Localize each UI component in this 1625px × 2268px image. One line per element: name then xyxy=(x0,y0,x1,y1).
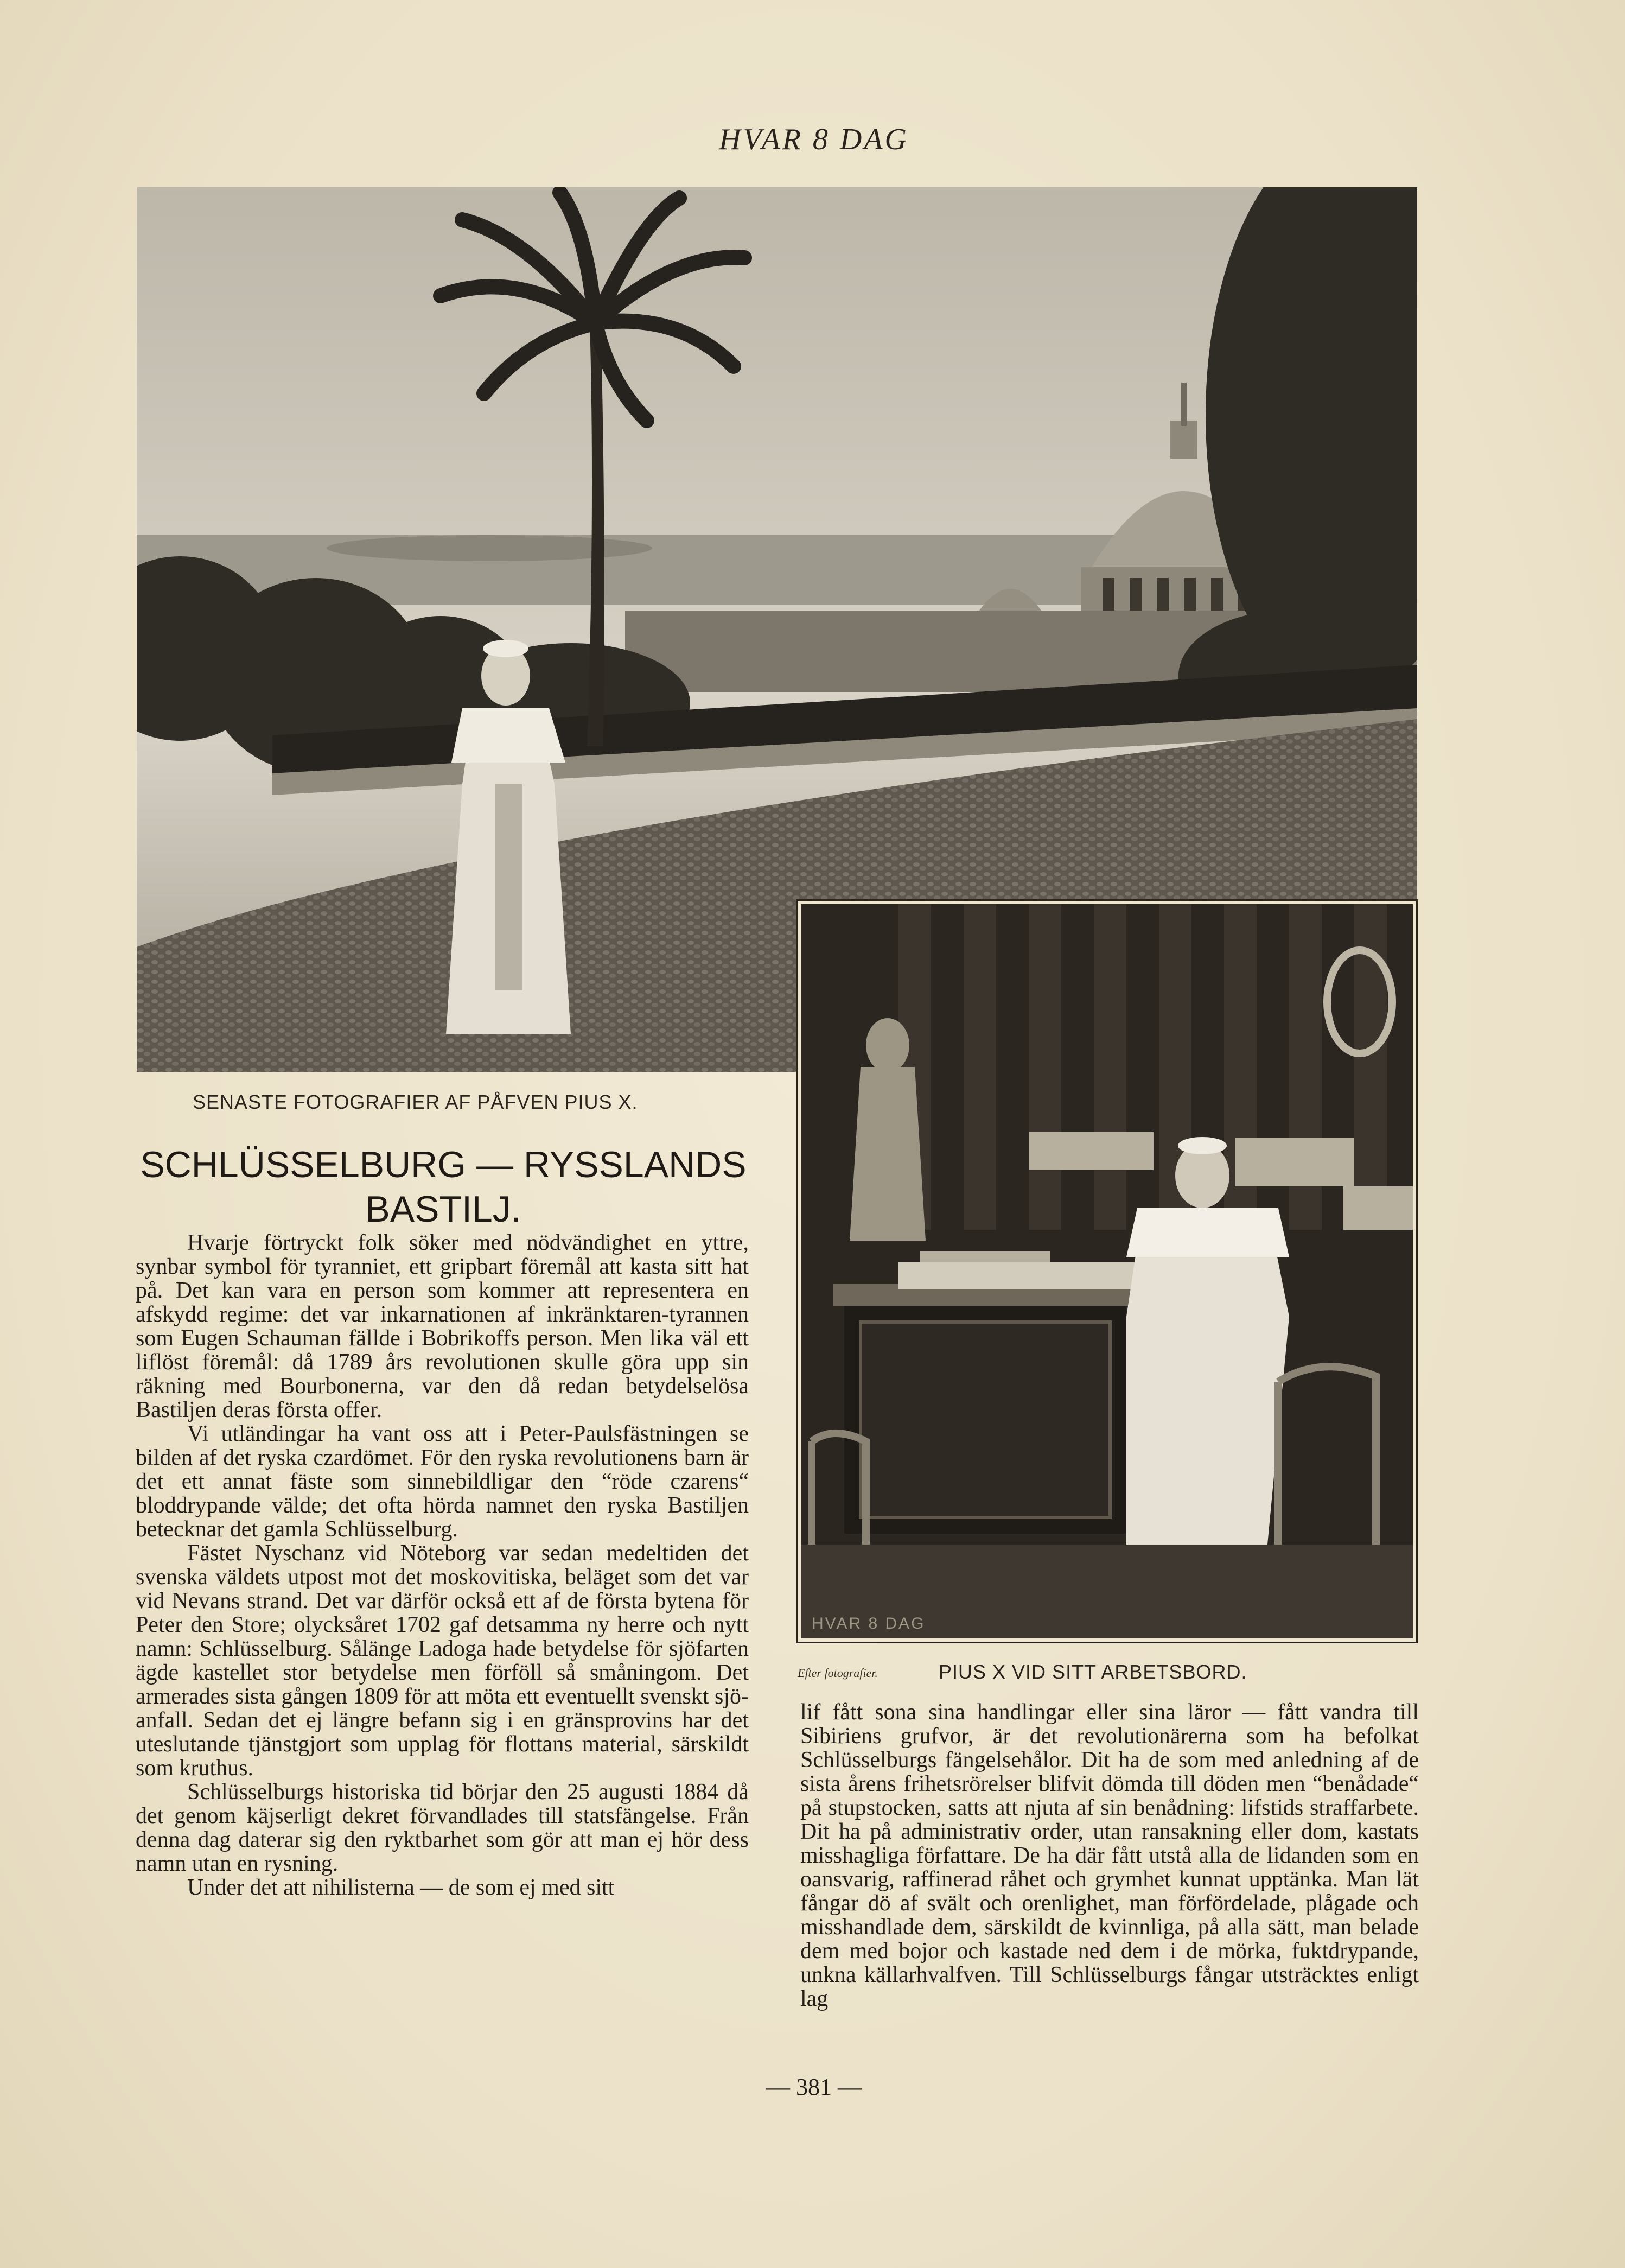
article-headline: SCHLÜSSELBURG — RYSSLANDS BASTILJ. xyxy=(140,1144,747,1230)
article-paragraph: Fästet Nyschanz vid Nöteborg var sedan medeltiden det svenska väldets utpost mot det moskovitiska, beläget som det var vid Nevans strand. Det var därför också ett af de första bytena för Peter den Store; olycksåret 1702 gaf detsamma ny herre och nytt namn: Schlüsselburg. Sålänge Ladoga hade betydelse för sjöfarten ägde kastellet stor betydelse men förföll så småningom. Det armerades sista gången 1809 för att möta ett eventuellt svenskt sjö-anfall. Sedan det ej längre befann sig i en gränsprovins har det uteslutande tjänstgjort som upplag för flottans material, särskildt som kruthus. xyxy=(136,1541,749,1781)
article-paragraph: Under det att nihilisterna — de som ej med sitt xyxy=(187,1875,615,1900)
article-paragraph: Hvarje förtryckt folk söker med nödvändighet en yttre, synbar symbol för tyranniet, ett gripbart föremål att kasta sitt hat på. Det kan vara en person som kommer att representera en afskydd regime: det var inkarnationen af inkränktaren-tyrannen som Eugen Schauman fällde i Bobrikoffs person. Men lika väl ett liflöst föremål: då 1789 års revolutionen skulle göra upp sin räkning med Bourbonerna, var den då redan betydelselösa Bastiljen deras första offer. xyxy=(136,1230,749,1422)
running-head: HVAR 8 DAG xyxy=(719,123,909,156)
photo-credit: Efter fotografier. xyxy=(798,1666,878,1680)
article-paragraph: Vi utländingar ha vant oss att i Peter-Paulsfästningen se bilden af det ryska czardömet. För den ryska revolutionens barn är det ett annat fäste som sinnebildligar den “röde czarens“ bloddrypande välde; det ofta hörda namnet den ryska Bastiljen betecknar det gamla Schlüsselburg. xyxy=(136,1421,749,1542)
page-number: — 381 — xyxy=(766,2074,862,2100)
desk-photo-illustration xyxy=(801,904,1413,1638)
photo-watermark: HVAR 8 DAG xyxy=(812,1615,926,1632)
article-paragraph: Schlüsselburgs historiska tid börjar den 25 augusti 1884 då det genom käjserligt dekret förvandlades till statsfängelse. Från denna dag daterar sig den ryktbarhet som gör att man ej hör dess namn utan en rysning. xyxy=(136,1780,749,1876)
article-paragraph: lif fått sona sina handlingar eller sina läror — fått vandra till Sibiriens grufvor, är det revolutionärerna som ha befolkat Schlüsselburgs fängelsehålor. Dit ha de som med anledning af de sista årens frihetsrörelser blifvit dömda till döden men “benådade“ på stupstocken, satts att njuta af sin benådning: lifstids straffarbete. Dit ha på administrativ order, utan ransakning eller dom, kastats misshagliga författare. De ha där fått utstå alla de lidanden som en oansvarig, raffinerad råhet och grymhet kunnat upptänka. Man lät fångar dö af svält och orenlighet, man förfördelade, plågade och misshandlade dem, särskildt de kvinnliga, på alla sätt, man belade dem med bojor och kastade ned dem i de mörka, fuktdrypande, unkna källarhvalfven. Till Schlüsselburgs fångar utsträcktes enligt lag xyxy=(800,1700,1419,2011)
desk-photo-caption: PIUS X VID SITT ARBETSBORD. xyxy=(939,1661,1247,1683)
article-column-right xyxy=(800,1700,1419,2011)
garden-photo-caption: SENASTE FOTOGRAFIER AF PÅFVEN PIUS X. xyxy=(193,1091,638,1113)
desk-photo xyxy=(798,901,1416,1642)
article-column-left xyxy=(136,1231,749,1899)
